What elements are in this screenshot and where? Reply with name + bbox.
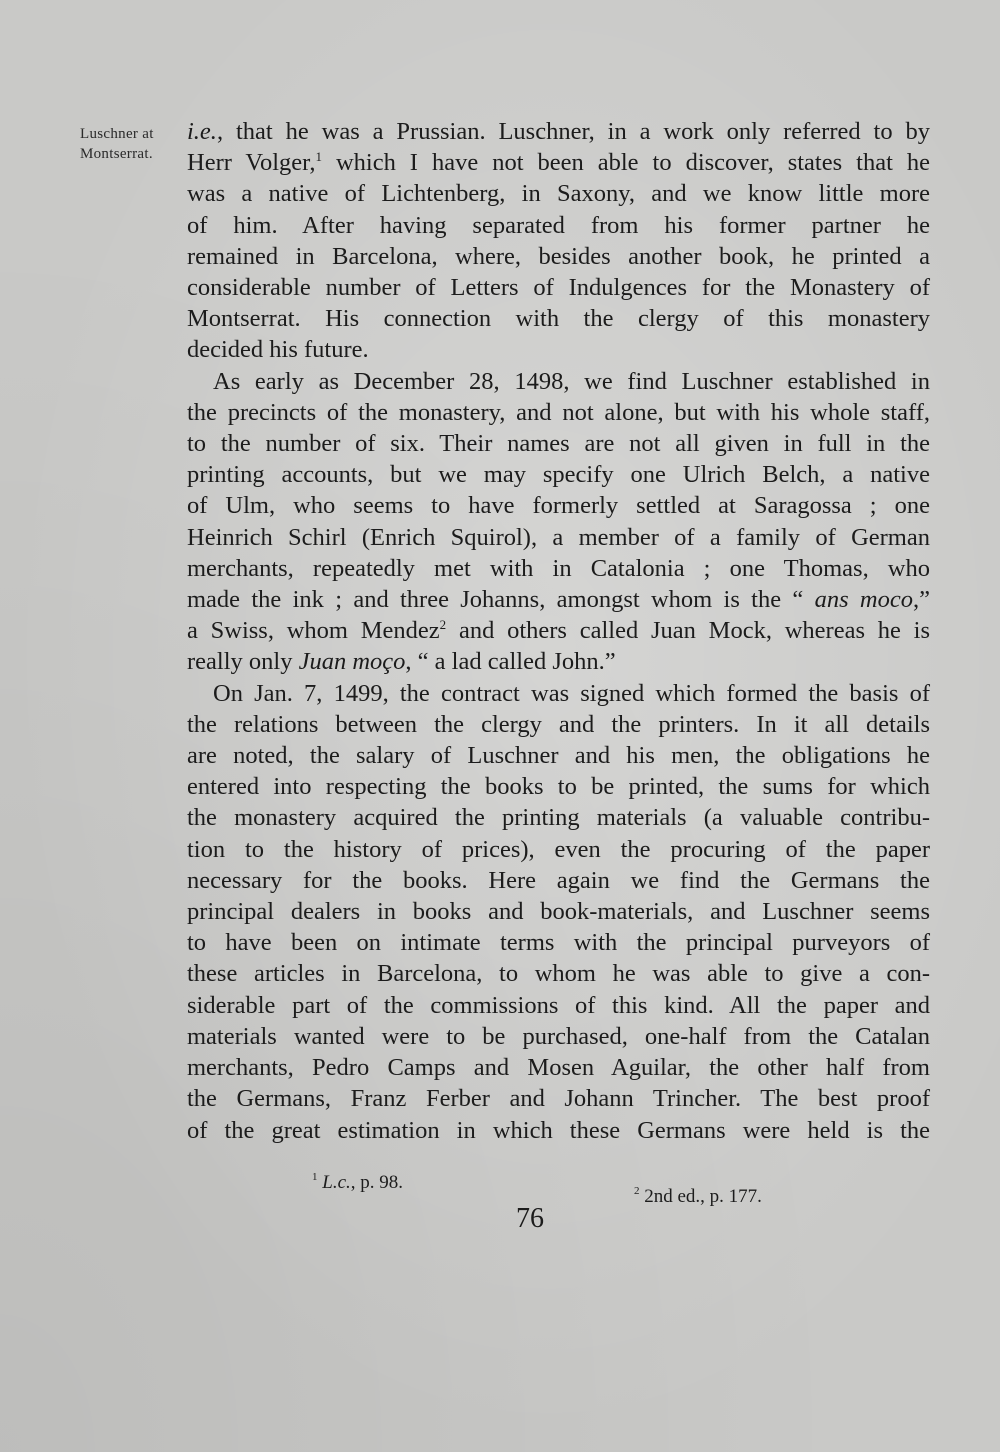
italic-text: L.c. — [322, 1172, 351, 1193]
text-line: the monastery acquired the printing materials (a valuable contribu- — [187, 804, 930, 832]
text-line: made the ink ; and three Johanns, amongst whom is the “ ans moco,” — [187, 586, 930, 614]
text-line: really only Juan moço, “ a lad called John.” — [187, 648, 616, 676]
page-number: 76 — [516, 1203, 544, 1234]
text-line: decided his future. — [187, 336, 369, 364]
text-line: the relations between the clergy and the printers. In it all details — [187, 710, 930, 738]
text-line: to have been on intimate terms with the principal purveyors of — [187, 929, 930, 957]
text-line: to the number of six. Their names are not all given in full in the — [187, 430, 930, 458]
text-line: entered into respecting the books to be printed, the sums for which — [187, 773, 930, 801]
text-line: materials wanted were to be purchased, one-half from the Catalan — [187, 1022, 930, 1050]
text-line: the Germans, Franz Ferber and Johann Trincher. The best proof — [187, 1085, 930, 1113]
footnote-mark: 1 — [312, 1171, 318, 1183]
text-line: a Swiss, whom Mendez$^2$ and others called Juan Mock, whereas he is — [187, 617, 930, 645]
text-line: merchants, repeatedly met with in Catalonia ; one Thomas, who — [187, 554, 930, 582]
text-line: printing accounts, but we may specify one Ulrich Belch, a native — [187, 461, 930, 489]
sidenote-line: Luschner at — [80, 126, 154, 142]
text-line: Herr Volger,$^1$ which I have not been able to discover, states that he — [187, 149, 930, 177]
footnote-ref: 2 — [439, 617, 447, 633]
italic-text: i.e. — [187, 118, 217, 145]
sidenote-line: Montserrat. — [80, 146, 153, 162]
text-line: considerable number of Letters of Indulgences for the Monastery of — [187, 274, 930, 302]
text-line: principal dealers in books and book-materials, and Luschner seems — [187, 898, 930, 926]
footnote-1: $^1$ L.c., p. 98. — [312, 1171, 403, 1193]
italic-text: Juan moço — [298, 648, 406, 676]
text-line: the precincts of the monastery, and not alone, but with his whole staff, — [187, 398, 930, 426]
text-line: On Jan. 7, 1499, the contract was signed which formed the basis of — [213, 679, 930, 707]
text-line: i.e., that he was a Prussian. Luschner, in a work only referred to by — [187, 118, 930, 145]
text-line: of him. After having separated from his former partner he — [187, 211, 930, 239]
text-line: was a native of Lichtenberg, in Saxony, and we know little more — [187, 180, 930, 208]
text-line: these articles in Barcelona, to whom he was able to give a con- — [187, 960, 930, 988]
footnote-2: $^2$ 2nd ed., p. 177. — [634, 1185, 762, 1207]
footnote-mark: 2 — [634, 1185, 640, 1197]
footnote-ref: 1 — [315, 149, 322, 165]
text-line: merchants, Pedro Camps and Mosen Aguilar, the other half from — [187, 1054, 930, 1082]
text-line: necessary for the books. Here again we find the Germans the — [187, 866, 930, 894]
body-text — [187, 116, 930, 1146]
margin-sidenote — [80, 124, 180, 164]
text-line: tion to the history of prices), even the procuring of the paper — [187, 835, 930, 863]
text-line: Montserrat. His connection with the clergy of this monastery — [187, 305, 930, 333]
italic-text: ans moco — [814, 586, 913, 614]
text-line: remained in Barcelona, where, besides another book, he printed a — [187, 242, 930, 270]
text-line: of Ulm, who seems to have formerly settled at Saragossa ; one — [187, 492, 930, 520]
text-line: are noted, the salary of Luschner and his men, the obligations he — [187, 742, 930, 770]
text-line: Heinrich Schirl (Enrich Squirol), a member of a family of German — [187, 523, 930, 551]
text-line: As early as December 28, 1498, we find Luschner established in — [213, 367, 930, 395]
text-line: of the great estimation in which these Germans were held is the — [187, 1116, 930, 1144]
text-line: siderable part of the commissions of this kind. All the paper and — [187, 991, 930, 1019]
